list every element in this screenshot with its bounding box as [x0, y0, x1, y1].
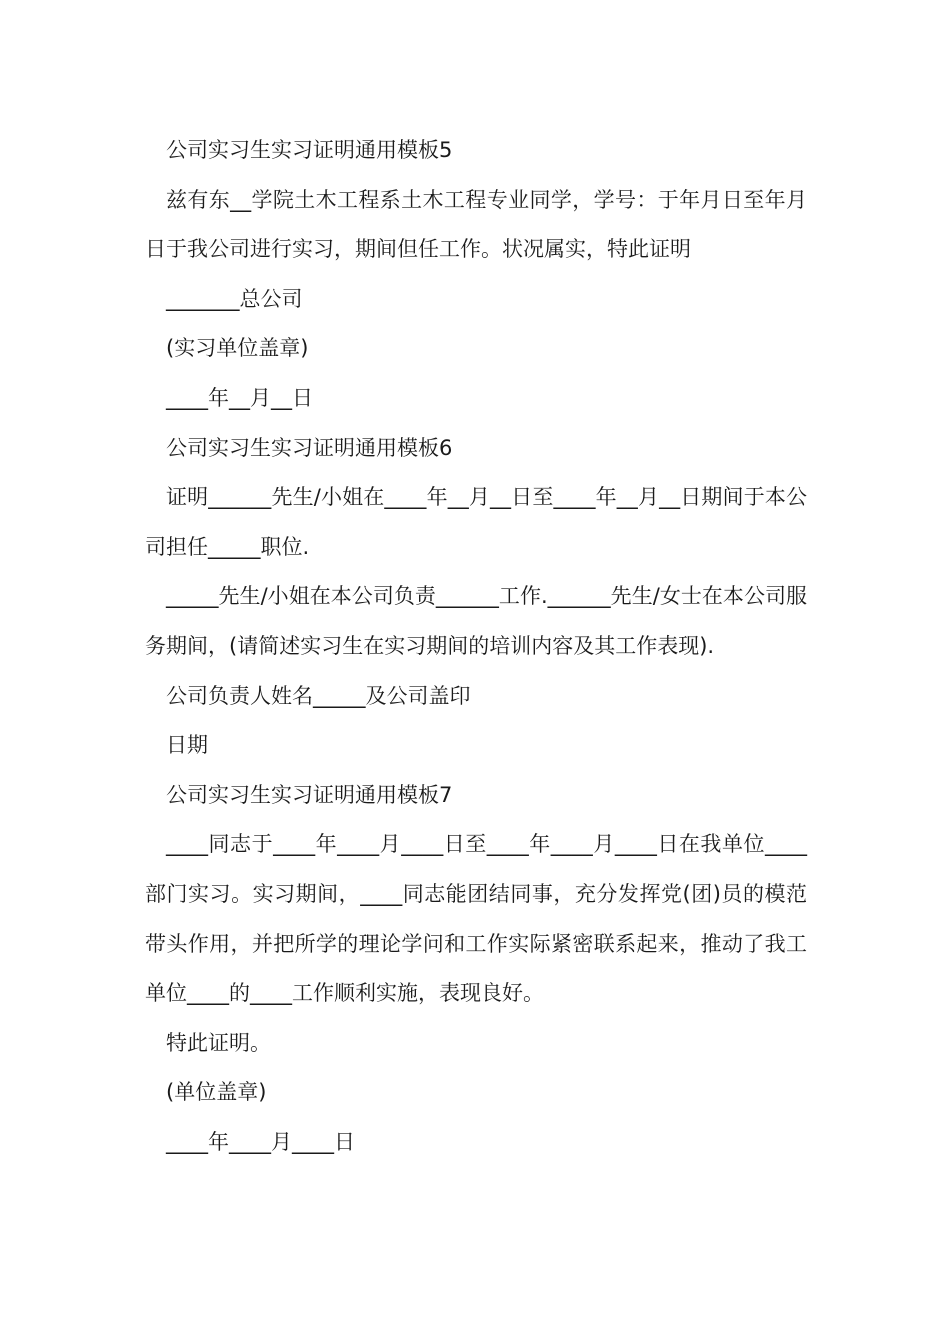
template-7-seal-note: (单位盖章)	[166, 1080, 267, 1105]
template-7-title: 公司实习生实习证明通用模板7	[166, 782, 453, 807]
template-5-seal-note: (实习单位盖章)	[166, 336, 309, 361]
template-5-body: 兹有东__学院土木工程系土木工程专业同学，学号：于年月日至年月日于我公司进行实习，期间但任工作。状况属实，特此证明	[145, 187, 807, 262]
template-6-body-2: _____先生/小姐在本公司负责______工作.______先生/女士在本公司服务期间，(请简述实习生在实习期间的培训内容及其工作表现).	[145, 584, 807, 658]
template-6-date-label: 日期	[166, 733, 208, 758]
template-5-date-line: ____年__月__日	[166, 385, 313, 410]
template-5-company-line: _______总公司	[166, 286, 303, 311]
document-body	[145, 126, 807, 1167]
template-7-date-line: ____年____月____日	[166, 1129, 355, 1154]
template-7-body: ____同志于____年____月____日至____年____月____日在我单位____部门实习。实习期间，____同志能团结同事，充分发挥党(团)员的模范带头作用，并把所学的理论学问和工作实际紧密联系起来，推动了我工单位____的____工作顺利实施，表现良好。	[145, 832, 807, 1006]
template-6-title: 公司实习生实习证明通用模板6	[166, 435, 453, 460]
template-6-body-1: 证明______先生/小姐在____年__月__日至____年__月__日期间于本公司担任_____职位.	[145, 485, 807, 559]
template-6-signatory-line: 公司负责人姓名_____及公司盖印	[166, 683, 471, 708]
template-7-closing: 特此证明。	[166, 1030, 271, 1055]
template-5-title: 公司实习生实习证明通用模板5	[166, 138, 453, 162]
